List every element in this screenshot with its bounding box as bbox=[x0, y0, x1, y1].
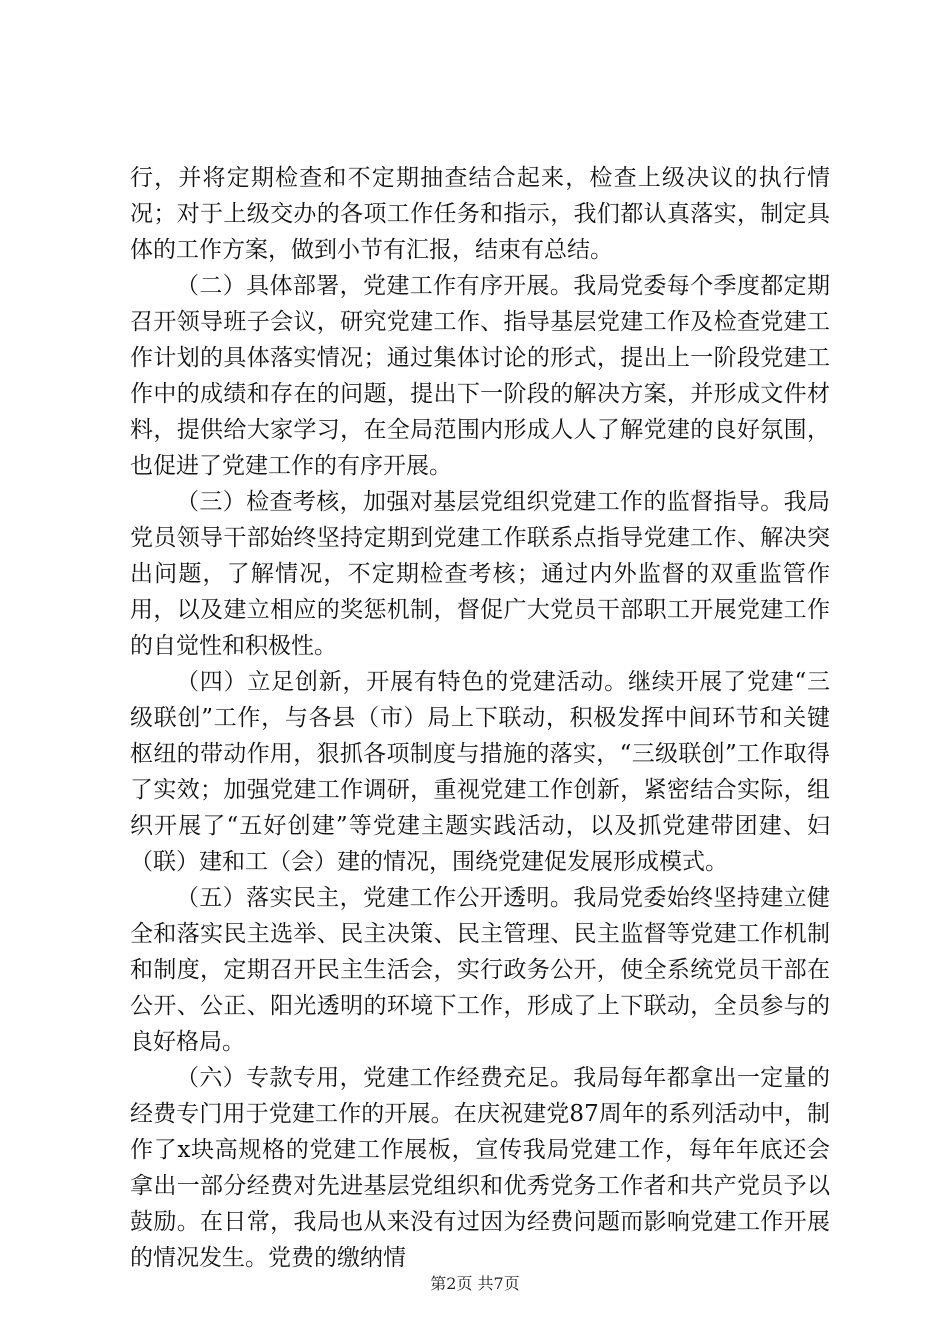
page-number-footer: 第2页 共7页 bbox=[430, 1274, 520, 1293]
paragraph-section-2: （二）具体部署，党建工作有序开展。我局党委每个季度都定期召开领导班子会议，研究党建工作、指导基层党建工作及检查党建工作计划的具体落实情况；通过集体讨论的形式，提出上一阶段党建工作中的成绩和存在的问题，提出下一阶段的解决方案，并形成文件材料，提供给大家学习，在全局范围内形成人人了解党建的良好氛围，也促进了党建工作的有序开展。 bbox=[130, 273, 830, 479]
paragraph-section-5: （五）落实民主，党建工作公开透明。我局党委始终坚持建立健全和落实民主选举、民主决策、民主管理、民主监督等党建工作机制和制度，定期召开民主生活会，实行政务公开，使全系统党员干部在公开、公正、阳光透明的环境下工作，形成了上下联动，全员参与的良好格局。 bbox=[130, 885, 830, 1055]
paragraph-continuation: 行，并将定期检查和不定期抽查结合起来，检查上级决议的执行情况；对于上级交办的各项工作任务和指示，我们都认真落实，制定具体的工作方案，做到小节有汇报，结束有总结。 bbox=[130, 165, 830, 263]
document-body bbox=[130, 160, 830, 1276]
paragraph-section-4: （四）立足创新，开展有特色的党建活动。继续开展了党建“三级联创”工作，与各县（市）局上下联动，积极发挥中间环节和关键枢纽的带动作用，狠抓各项制度与措施的落实，“三级联创”工作取得了实效；加强党建工作调研，重视党建工作创新，紧密结合实际，组织开展了“五好创建”等党建主题实践活动，以及抓党建带团建、妇（联）建和工（会）建的情况，围绕党建促发展形成模式。 bbox=[130, 669, 830, 875]
paragraph-section-3: （三）检查考核，加强对基层党组织党建工作的监督指导。我局党员领导干部始终坚持定期到党建工作联系点指导党建工作、解决突出问题，了解情况，不定期检查考核；通过内外监督的双重监管作用，以及建立相应的奖惩机制，督促广大党员干部职工开展党建工作的自觉性和积极性。 bbox=[130, 489, 830, 659]
paragraph-section-6: （六）专款专用，党建工作经费充足。我局每年都拿出一定量的经费专门用于党建工作的开展。在庆祝建党87周年的系列活动中，制作了x块高规格的党建工作展板，宣传我局党建工作，每年年底还会拿出一部分经费对先进基层党组织和优秀党务工作者和共产党员予以鼓励。在日常，我局也从来没有过因为经费问题而影响党建工作开展的情况发生。党费的缴纳情 bbox=[130, 1065, 830, 1271]
